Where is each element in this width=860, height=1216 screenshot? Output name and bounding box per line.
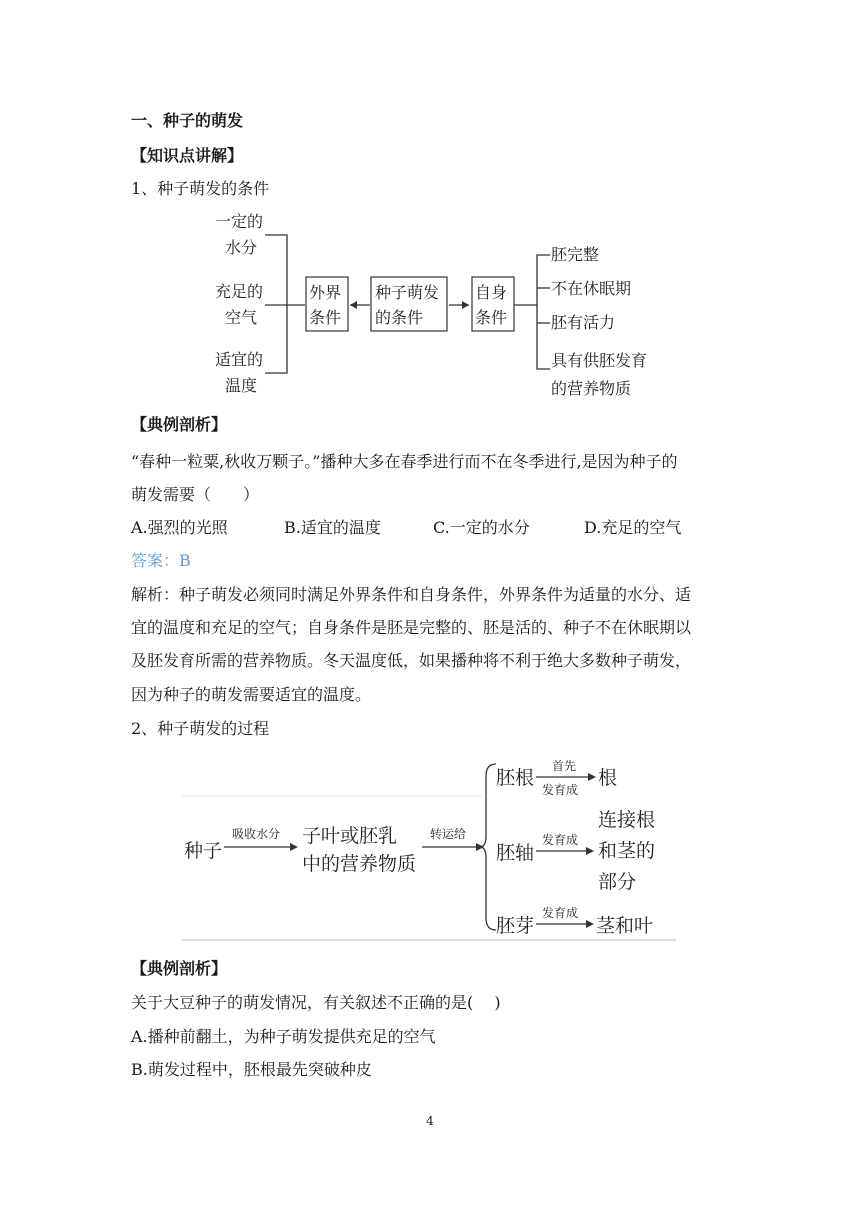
root-label: 根 <box>598 767 618 789</box>
plumule-develop-label: 发育成 <box>542 906 579 920</box>
center-label-2: 的条件 <box>375 308 424 327</box>
internal-label-2: 条件 <box>475 308 508 327</box>
connect-label-3: 部分 <box>598 871 637 893</box>
analysis-line-4: 因为种子的萌发需要适宜的温度。 <box>131 685 372 704</box>
question-2-option-b: B.萌发过程中，胚根最先突破种皮 <box>131 1060 372 1079</box>
question-1-option-c: C.一定的水分 <box>433 518 530 537</box>
page-number: 4 <box>426 1114 434 1128</box>
condition-nutrients-2: 的营养物质 <box>551 379 632 398</box>
analysis-line-1: 解析：种子萌发必须同时满足外界条件和自身条件，外界条件为适量的水分、适 <box>131 585 692 604</box>
external-label-2: 条件 <box>309 308 342 327</box>
connect-label-1: 连接根 <box>598 809 656 831</box>
radicle-develop-label: 发育成 <box>542 783 579 797</box>
internal-label-1: 自身 <box>475 283 508 302</box>
hypocotyl-label: 胚轴 <box>496 842 535 864</box>
analysis-line-2: 宜的温度和充足的空气；自身条件是胚是完整的、胚是活的、种子不在休眠期以 <box>131 618 692 637</box>
plumule-label: 胚芽 <box>496 915 535 937</box>
condition-nutrients-1: 具有供胚发育 <box>551 351 648 370</box>
absorb-water-label: 吸收水分 <box>232 827 281 841</box>
question-1-option-a: A.强烈的光照 <box>131 518 228 537</box>
knowledge-heading: 【知识点讲解】 <box>131 146 244 165</box>
water-label-2: 水分 <box>225 238 258 257</box>
question-1-stem-line-2: 萌发需要（ ） <box>131 485 260 504</box>
question-1-stem-line-1: “春种一粒粟,秋收万颗子。”播种大多在春季进行而不在冬季进行,是因为种子的 <box>131 452 678 471</box>
question-2-option-a: A.播种前翻土，为种子萌发提供充足的空气 <box>131 1027 436 1046</box>
germination-process-diagram <box>182 752 676 946</box>
temperature-label-1: 适宜的 <box>215 350 264 369</box>
nutrient-label-2: 中的营养物质 <box>302 853 417 875</box>
center-label-1: 种子萌发 <box>375 283 440 302</box>
condition-complete-embryo: 胚完整 <box>551 245 600 264</box>
seed-label: 种子 <box>184 840 223 862</box>
question-2-stem: 关于大豆种子的萌发情况，有关叙述不正确的是( ) <box>131 993 501 1012</box>
temperature-label-2: 温度 <box>225 376 258 395</box>
section-title: 一、种子的萌发 <box>131 111 244 130</box>
hypocotyl-develop-label: 发育成 <box>542 833 579 847</box>
question-1-option-d: D.充足的空气 <box>584 518 682 537</box>
connect-label-2: 和茎的 <box>598 840 656 862</box>
subsection-2-title: 2、种子萌发的过程 <box>131 719 270 738</box>
radicle-label: 胚根 <box>496 767 535 789</box>
transport-label: 转运给 <box>430 827 467 841</box>
nutrient-label-1: 子叶或胚乳 <box>302 825 398 847</box>
example-heading-2: 【典例剖析】 <box>131 959 228 978</box>
external-label-1: 外界 <box>309 283 342 302</box>
question-1-answer: 答案：B <box>131 551 191 570</box>
condition-not-dormant: 不在休眠期 <box>551 279 632 298</box>
air-label-1: 充足的 <box>215 282 264 301</box>
subsection-1-title: 1、种子萌发的条件 <box>131 179 270 198</box>
analysis-line-3: 及胚发育所需的营养物质。冬天温度低，如果播种将不利于绝大多数种子萌发， <box>131 651 692 670</box>
water-label-1: 一定的 <box>215 212 264 231</box>
first-label: 首先 <box>552 759 577 773</box>
question-1-option-b: B.适宜的温度 <box>284 518 381 537</box>
condition-viable-embryo: 胚有活力 <box>551 313 616 332</box>
stem-leaf-label: 茎和叶 <box>596 915 654 937</box>
air-label-2: 空气 <box>225 308 258 327</box>
example-heading-1: 【典例剖析】 <box>131 415 228 434</box>
germination-conditions-diagram <box>205 205 663 411</box>
